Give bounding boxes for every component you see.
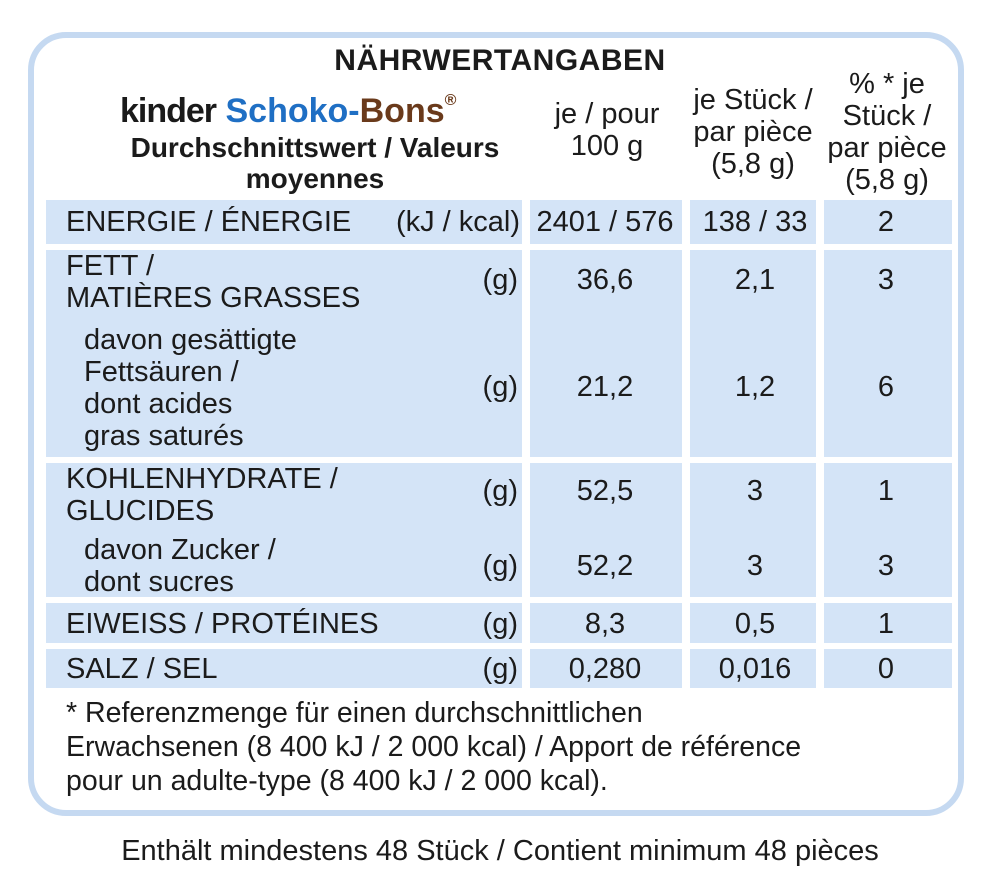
value-per-piece: 3: [746, 475, 764, 507]
footnote-line: * Referenzmenge für einen durchschnittlichen: [66, 697, 643, 729]
footnote-line: Erwachsenen (8 400 kJ / 2 000 kcal) / Apport de référence: [66, 731, 802, 763]
row-unit: (g): [482, 475, 518, 507]
value-per-piece: 3: [746, 550, 764, 582]
row-label: SALZ / SEL: [66, 653, 218, 685]
column-divider: [522, 200, 530, 688]
row-label: ENERGIE / ÉNERGIE: [66, 206, 352, 238]
column-header-line: % * je: [849, 68, 925, 100]
column-header-percent: [820, 68, 954, 196]
row-label-line: davon Zucker /: [84, 534, 276, 566]
value-percent: 1: [877, 475, 895, 507]
column-header-line: par pièce: [693, 116, 813, 148]
value-per-100g: 21,2: [576, 371, 634, 403]
row-label-line: MATIÈRES GRASSES: [66, 282, 361, 314]
panel-title: NÄHRWERTANGABEN: [334, 44, 666, 77]
row-label-line: KOHLENHYDRATE /: [66, 463, 338, 495]
subtitle-line-2: moyennes: [245, 163, 385, 194]
brand-logo: [120, 92, 456, 131]
value-per-piece: 2,1: [734, 264, 776, 296]
value-percent: 3: [877, 550, 895, 582]
row-unit: (kJ / kcal): [395, 206, 520, 238]
value-per-100g: 0,280: [568, 653, 642, 685]
column-divider: [682, 200, 690, 688]
column-header-per-100g: [532, 98, 682, 162]
row-label-line: davon gesättigte: [84, 324, 297, 356]
subtitle: [60, 132, 570, 194]
row-label-line: GLUCIDES: [66, 495, 215, 527]
column-header-line: (5,8 g): [711, 148, 795, 180]
value-per-piece: 138 / 33: [702, 206, 808, 238]
package-count-note: Enthält mindestens 48 Stück / Contient minimum 48 pièces: [121, 835, 879, 867]
row-unit: (g): [482, 371, 518, 403]
value-per-100g: 2401 / 576: [536, 206, 674, 238]
value-percent: 1: [877, 608, 895, 640]
row-label: [84, 324, 297, 452]
value-percent: 2: [877, 206, 895, 238]
value-per-100g: 52,5: [576, 475, 634, 507]
column-header-line: par pièce: [827, 132, 947, 164]
column-header-per-piece: [680, 84, 826, 180]
row-label-line: dont sucres: [84, 566, 234, 598]
row-label: EIWEISS / PROTÉINES: [66, 608, 379, 640]
kinder-wordmark: kinder: [120, 92, 217, 130]
value-per-100g: 8,3: [584, 608, 626, 640]
value-per-100g: 52,2: [576, 550, 634, 582]
value-per-piece: 1,2: [734, 371, 776, 403]
subtitle-line-1: Durchschnittswert / Valeurs: [130, 132, 500, 163]
footnote-line: pour un adulte-type (8 400 kJ / 2 000 kcal).: [66, 765, 608, 797]
value-percent: 6: [877, 371, 895, 403]
row-divider: [46, 643, 952, 649]
row-unit: (g): [482, 653, 518, 685]
row-unit: (g): [482, 608, 518, 640]
column-header-line: Stück /: [842, 100, 932, 132]
row-label: [84, 534, 276, 598]
row-label-line: FETT /: [66, 250, 155, 282]
schoko-wordmark: Schoko-: [225, 92, 360, 130]
column-header-line: (5,8 g): [845, 164, 929, 196]
row-label: [66, 463, 338, 527]
value-per-100g: 36,6: [576, 264, 634, 296]
row-label: [66, 250, 360, 314]
column-header-line: je Stück /: [693, 84, 813, 116]
row-unit: (g): [482, 264, 518, 296]
value-per-piece: 0,016: [718, 653, 792, 685]
row-label-line: Fettsäuren /: [84, 356, 239, 388]
reference-footnote: [66, 696, 936, 798]
column-header-line: 100 g: [570, 130, 644, 162]
row-unit: (g): [482, 550, 518, 582]
registered-mark: ®: [444, 92, 457, 109]
row-label-line: gras saturés: [84, 420, 244, 452]
bons-wordmark: Bons: [359, 92, 445, 130]
value-percent: 0: [877, 653, 895, 685]
value-per-piece: 0,5: [734, 608, 776, 640]
column-header-line: je / pour: [554, 98, 660, 130]
row-label-line: dont acides: [84, 388, 233, 420]
value-percent: 3: [877, 264, 895, 296]
